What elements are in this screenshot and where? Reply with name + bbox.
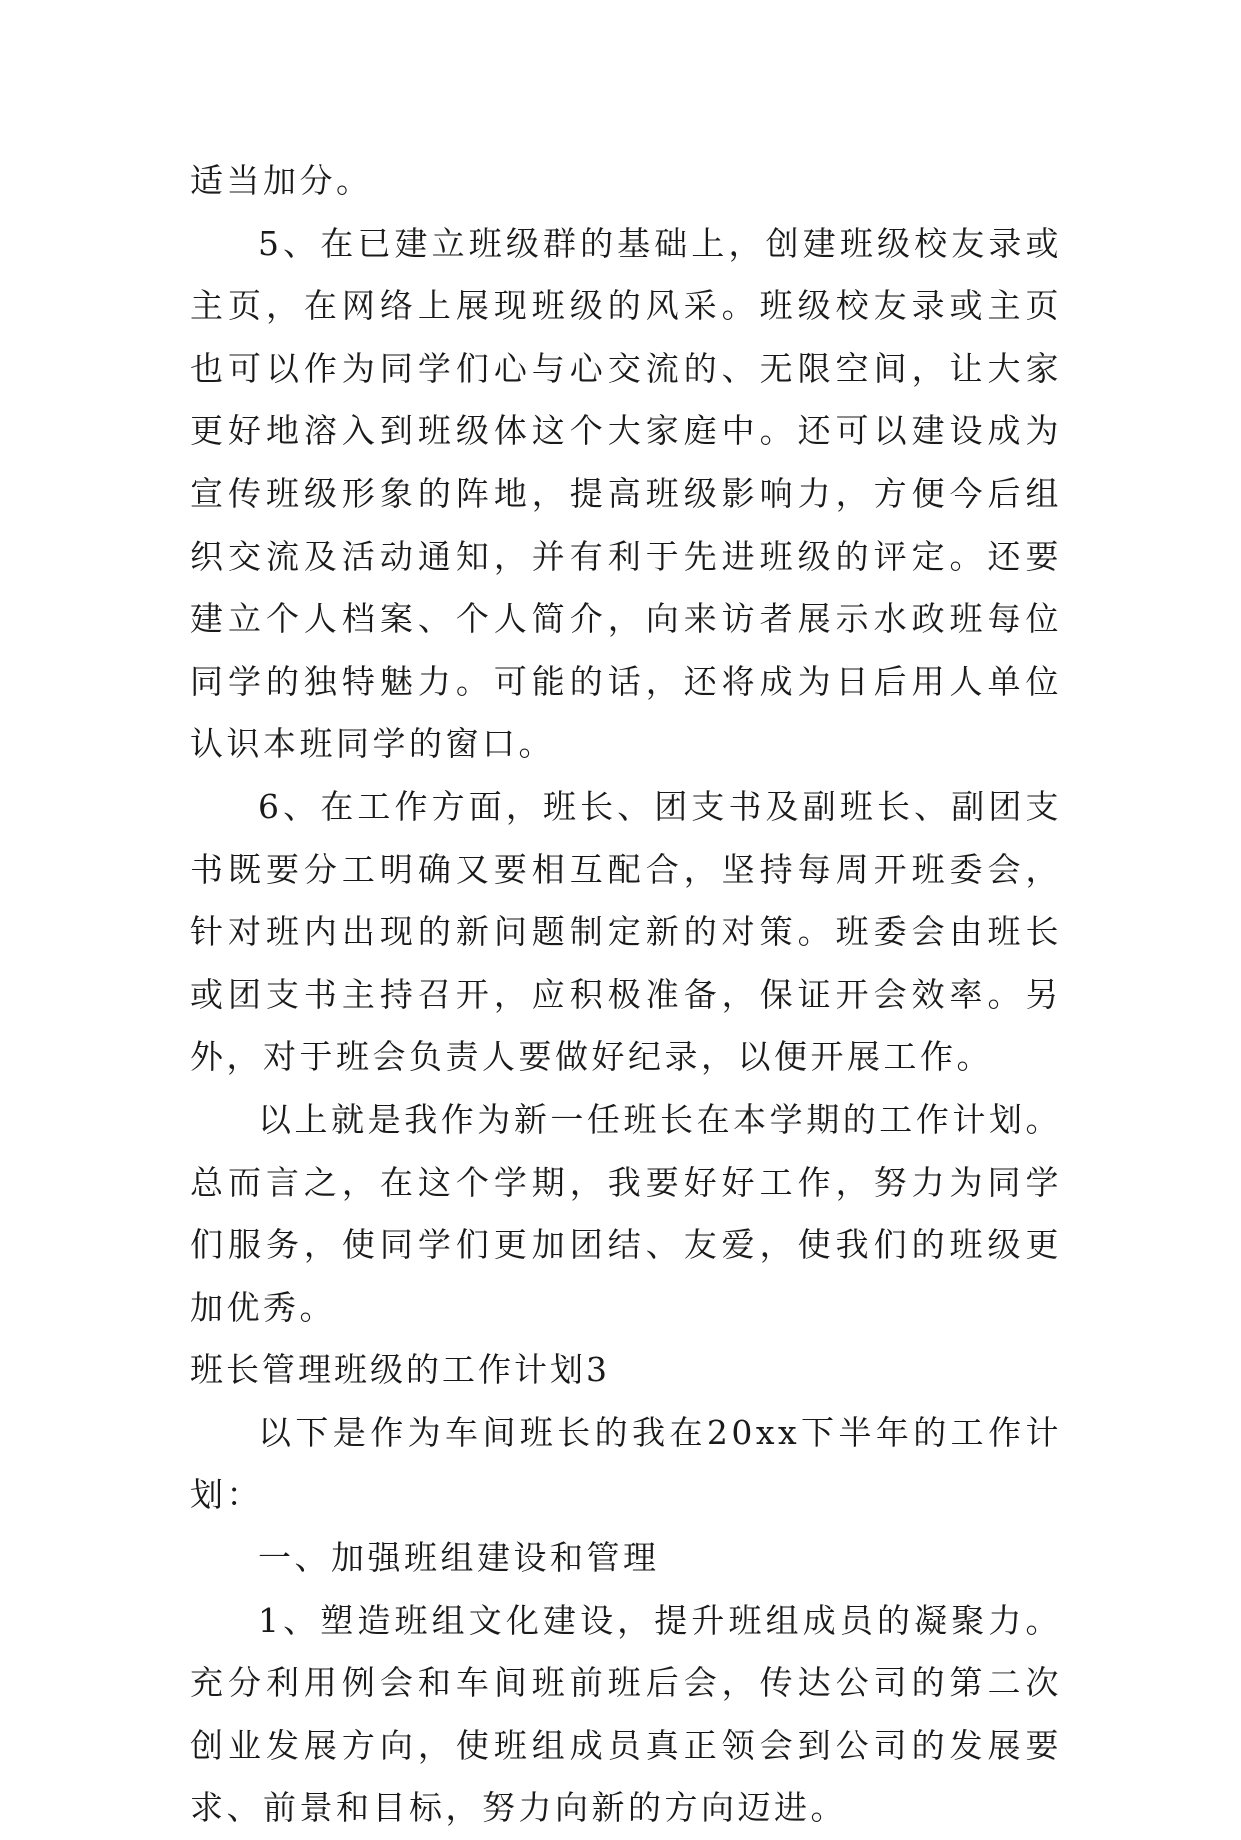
document-body <box>190 150 1062 1840</box>
paragraph-continuation: 适当加分。 <box>190 161 373 200</box>
subheading-one: 一、加强班组建设和管理 <box>258 1538 660 1578</box>
paragraph-item-6: 6、在工作方面，班长、团支书及副班长、副团支书既要分工明确又要相互配合，坚持每周开班委会，针对班内出现的新问题制定新的对策。班委会由班长或团支书主持召开，应积极准备，保证开会效率。另外，对于班会负责人要做好纪录，以便开展工作。 <box>190 786 1062 1077</box>
paragraph-summary: 以上就是我作为新一任班长在本学期的工作计划。总而言之，在这个学期，我要好好工作，努力为同学们服务，使同学们更加团结、友爱，使我们的班级更加优秀。 <box>190 1099 1062 1327</box>
section-heading: 班长管理班级的工作计划3 <box>190 1350 610 1390</box>
paragraph-intro: 以下是作为车间班长的我在20xx下半年的工作计划： <box>190 1412 1062 1515</box>
paragraph-item-1: 1、塑造班组文化建设，提升班组成员的凝聚力。充分利用例会和车间班前班后会，传达公司的第二次创业发展方向，使班组成员真正领会到公司的发展要求、前景和目标，努力向新的方向迈进。 <box>190 1600 1062 1828</box>
paragraph-item-5: 5、在已建立班级群的基础上，创建班级校友录或主页，在网络上展现班级的风采。班级校友录或主页也可以作为同学们心与心交流的、无限空间，让大家更好地溶入到班级体这个大家庭中。还可以建设成为宣传班级形象的阵地，提高班级影响力，方便今后组织交流及活动通知，并有利于先进班级的评定。还要建立个人档案、个人简介，向来访者展示水政班每位同学的独特魅力。可能的话，还将成为日后用人单位认识本班同学的窗口。 <box>190 223 1062 764</box>
